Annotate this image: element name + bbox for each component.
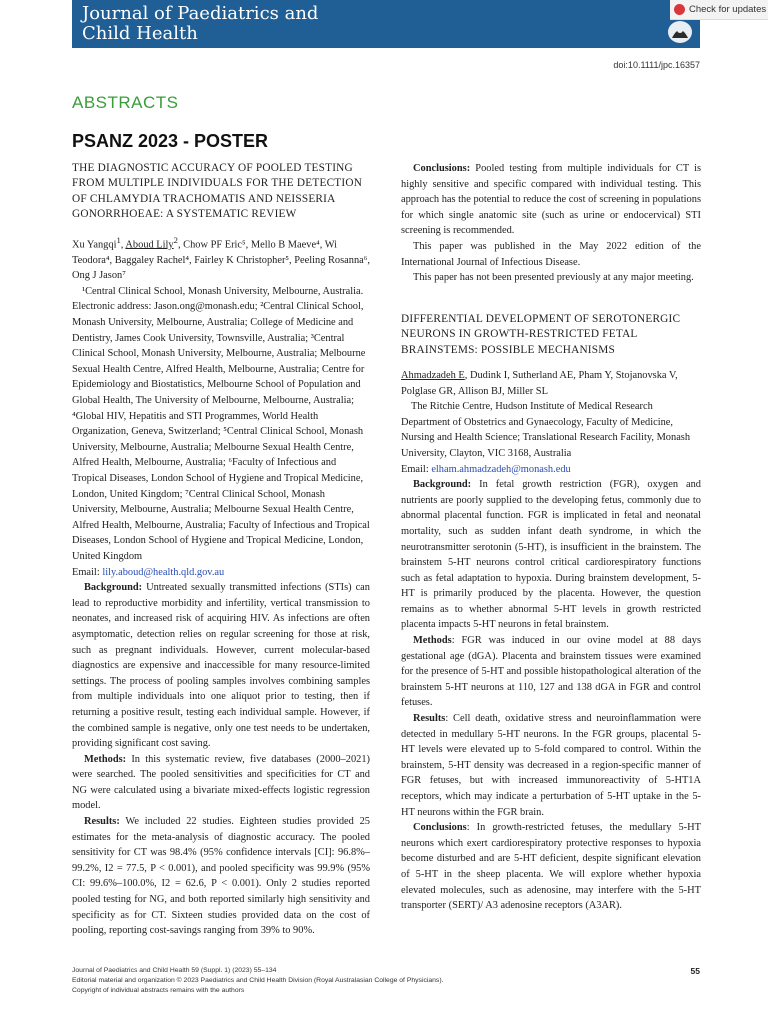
- author-sup: 2: [173, 234, 178, 245]
- conclusions-text: Pooled testing from multiple individuals for CT is highly sensitive and specific compared with individual testing. This approach has the potential to reduce the cost of screening in populations for which single anatomic site (such as urine or endocervical) STI screening is recommended.: [401, 163, 701, 237]
- abstract2-results: [401, 711, 701, 820]
- abstract2-email-link[interactable]: elham.ahmadzadeh@monash.edu: [431, 463, 571, 475]
- abstract1-email-link[interactable]: lily.aboud@health.qld.gov.au: [102, 566, 225, 578]
- left-column: [72, 161, 370, 939]
- abstract2-title: DIFFERENTIAL DEVELOPMENT OF SEROTONERGIC NEURONS IN GROWTH-RESTRICTED FETAL BRAINSTEMS: POSSIBLE MECHANISMS: [401, 312, 681, 356]
- results-label: Results: [413, 713, 446, 725]
- abstract1-title: THE DIAGNOSTIC ACCURACY OF POOLED TESTING FROM MULTIPLE INDIVIDUALS FOR THE DETECTION OF CHLAMYDIA TRACHOMATIS AND NEISSERIA GONORRHOEAE: A SYSTEMATIC REVIEW: [72, 162, 363, 221]
- methods-label: Methods:: [84, 753, 127, 765]
- journal-title: [82, 4, 318, 44]
- footer-editorial: Editorial material and organization © 2023 Paediatrics and Child Health Division (Royal Australasian College of Physicians).: [72, 977, 444, 984]
- abstract2-affiliation: The Ritchie Centre, Hudson Institute of Medical Research Department of Obstetrics and Gynaecology, Faculty of Medicine, Nursing and Health Science; Translational Research Facility, Monash University, Clayton, VIC 3168, Australia: [401, 401, 691, 459]
- section-label: ABSTRACTS: [72, 93, 179, 112]
- abstract1-conclusions: [401, 161, 701, 239]
- conclusions-text: : In growth-restricted fetuses, the medullary 5-HT neurons which exert cardiorespiratory protective responses to hypoxia become disturbed and are 5-HT deficient, despite significant elevation of 5-HT in the sheep placenta. We will explore whether hypoxia elevated molecules, such as adenosine, may interfere with the 5-HT transporter (SERT)/ A3 adenosine receptors (A3AR).: [401, 822, 701, 912]
- email-label: Email:: [72, 566, 103, 578]
- right-column: [401, 161, 701, 914]
- author-name: Xu Yangqi: [72, 239, 117, 251]
- journal-crest-icon: [664, 18, 696, 46]
- abstract-separator: [401, 286, 701, 312]
- page-number: 55: [690, 966, 700, 976]
- footer-copyright: Copyright of individual abstracts remains with the authors: [72, 987, 245, 994]
- abstract2-conclusions: [401, 820, 701, 914]
- background-text: In fetal growth restriction (FGR), oxygen and nutrients are poorly supplied to the developing fetus, commonly due to abnormal placental function. FGR is implicated in fetal and neonatal mortality, such as sudden infant death syndrome, in which the neurotransmitter serotonin (5-HT), is insufficient in the brainstem. The brainstem 5-HT neurons control critical cardiorespiratory functions such as fetal adaptation to hypoxia. During brainstem development, 5-HT is primarily produced by the placenta. However, the question remains as to whether abnormal 5-HT levels in growth restricted placenta impacts 5-HT neurons in fetal brainstem.: [401, 479, 701, 631]
- background-label: Background:: [413, 479, 472, 491]
- author-list-rest: , Chow PF Eric⁵, Mello B Maeve⁴, Wi Teodora⁴, Baggaley Rachel⁴, Fairley K Christopher⁵, Peeling Rosanna⁶, Ong J Jason⁷: [72, 239, 370, 282]
- results-text: : Cell death, oxidative stress and neuroinflammation were detected in medullary 5-HT neurons. In the FGR groups, placental 5-HT levels were elevated up to 5-fold compared to control. Within the brainstem, 5-HT density was decreased in a region-specific manner of FGR fetuses, but with increased immunoreactivity of 5-HT1A receptors, which may indicate a perturbation of 5-HT uptake in the 5-HT neurons within the FGR brain.: [401, 713, 701, 818]
- abstract1-note-published: This paper was published in the May 2022 edition of the International Journal of Infectious Disease.: [401, 240, 701, 268]
- abstract1-authors: Xu Yangqi$^1$, Aboud Lily$^2$, Chow PF Eric⁵, Mello B Maeve⁴, Wi Teodora⁴, Baggaley Rachel⁴, Fairley K Christopher⁵, Peeling Rosanna⁶, Ong J Jason⁷: [72, 234, 370, 282]
- abstract1-note-presented: This paper has not been presented previously at any major meeting.: [413, 272, 694, 284]
- background-label: Background:: [84, 582, 143, 594]
- check-for-updates-button[interactable]: [670, 0, 768, 20]
- presenting-author: Aboud Lily: [125, 239, 174, 251]
- conclusions-label: Conclusions: [413, 822, 467, 834]
- presenting-author: Ahmadzadeh E: [401, 369, 465, 381]
- methods-text: : FGR was induced in our ovine model at 88 days gestational age (dGA). Placenta and brainstem tissues were examined for the presence of 5-HT and possible histopathological alteration of the brainstem 5-HT neurons at 110, 127 and 138 dGA in FGR and control fetuses.: [401, 635, 701, 709]
- abstract2-authors: [401, 368, 701, 399]
- author-sup: 1: [116, 234, 121, 245]
- abstract1-results: [72, 814, 370, 939]
- author-list-rest: , Dudink I, Sutherland AE, Pham Y, Stojanovska V, Polglase GR, Allison BJ, Miller SL: [401, 369, 678, 397]
- journal-title-line1: Journal of Paediatrics and: [82, 3, 319, 24]
- abstract1-background: [72, 580, 370, 752]
- email-label: Email:: [401, 463, 432, 475]
- footer-citation: Journal of Paediatrics and Child Health 59 (Suppl. 1) (2023) 55–134: [72, 967, 277, 974]
- methods-text: In this systematic review, five databases (2000–2021) were searched. The pooled sensitivities and specificities for CT and NG were calculated using a bivariate mixed-effects logistic regression model.: [72, 753, 370, 812]
- background-text: Untreated sexually transmitted infections (STIs) can lead to reproductive morbidity and infertility, vertical transmission to neonates, and increased risk of acquiring HIV. As infections are often asymptomatic, detection relies on regular screening for those at risk, such as pregnant individuals. However, current molecular-based diagnostics are expensive and inaccessible for many resource-limited settings. The process of pooling samples involves combining samples from multiple individuals into one aliquot prior to testing, then if returning a positive result, testing each individual sample. However, if the combined sample is negative, only one test needs to be undertaken, providing significant cost saving.: [72, 582, 370, 750]
- abstract1-affiliations: ¹Central Clinical School, Monash University, Melbourne, Australia. Electronic address: Jason.ong@monash.edu; ²Central Clinical School, Monash University, Melbourne, Australia; College of Medicine and Dentistry, James Cook University, Townsville, Australia; ³Central Clinical School, Monash University, Melbourne, Australia; Melbourne Sexual Health Centre, Alfred Health, Melbourne, Australia; Centre for Epidemiology and Biostatistics, Melbourne School of Population and Global Health, The University of Melbourne, Melbourne, Australia; ⁴Global HIV, Hepatitis and STI Programmes, World Health Organization, Geneva, Switzerland; ⁵Central Clinical School, Monash University, Melbourne, Australia; Melbourne Sexual Health Centre, Alfred Health, Melbourne, Australia; ⁶Faculty of Infectious and Tropical Diseases, London School of Hygiene and Tropical Medicine, London, United Kingdom; ⁷Central Clinical School, Monash University, Melbourne, Australia; Melbourne Sexual Health Centre, Alfred Health, Melbourne, Australia; Faculty of Infectious and Tropical Diseases, London School of Hygiene and Tropical Medicine, London, United Kingdom: [72, 285, 370, 562]
- abstract2-methods: [401, 633, 701, 711]
- check-updates-icon: [674, 4, 685, 15]
- abstract2-background: [401, 477, 701, 633]
- journal-title-line2: Child Health: [82, 23, 198, 44]
- page-footer: [72, 966, 672, 996]
- methods-label: Methods: [413, 635, 452, 647]
- abstract1-email-line: [72, 565, 370, 581]
- section-title: PSANZ 2023 - POSTER: [72, 131, 269, 151]
- abstract1-methods: [72, 752, 370, 814]
- conclusions-label: Conclusions:: [413, 163, 471, 174]
- abstract2-email-line: [401, 462, 701, 478]
- check-updates-label: Check for updates: [689, 4, 767, 15]
- doi: doi:10.1111/jpc.16357: [613, 60, 700, 70]
- results-label: Results:: [84, 816, 120, 828]
- results-text: We included 22 studies. Eighteen studies provided 25 estimates for the meta-analysis of diagnostic accuracy. The pooled sensitivity for CT was 98.4% (95% confidence intervals [CI]: 96.8%–99.2%, I2 = 77.5, P < 0.001), and pooled specificity was 99.9% (95% CI: 99.6%–100.0%, I2 = 62.6, P < 0.001). Only 2 studies reported pooled testing for NG, and both reported similarly high sensitivity and specificity as for CT. Sixteen studies provided data on the cost of pooling, reporting cost-savings ranging from 39% to 90%.: [72, 816, 370, 937]
